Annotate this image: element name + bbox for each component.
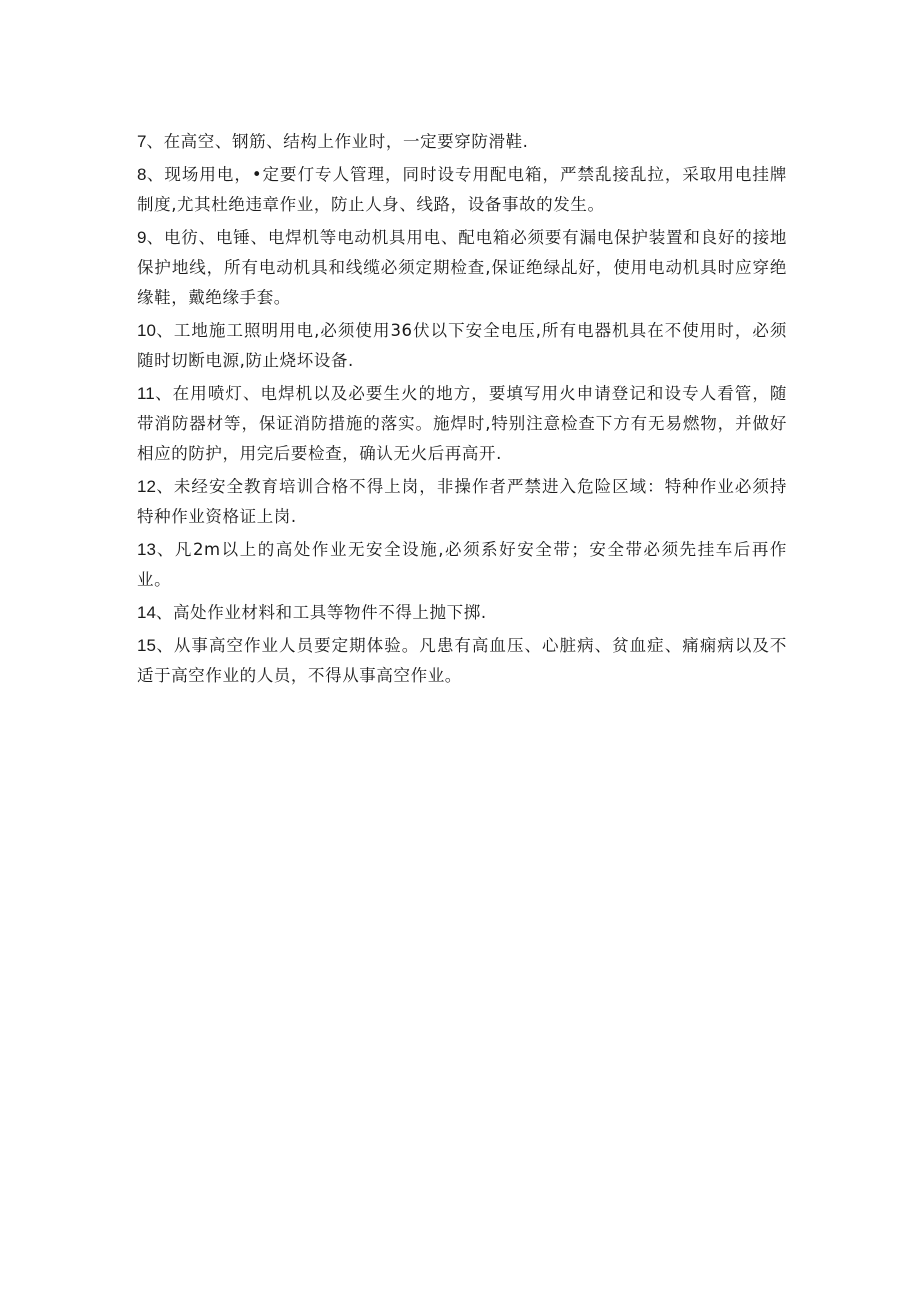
list-item-13 — [137, 535, 787, 595]
list-item-9 — [137, 223, 787, 313]
item-text: 、工地施工照明用电,必须使用36伏以下安全电压,所有电器机具在不使用时，必须随时切断电源,防止烧坏设备. — [137, 321, 787, 370]
list-item-10 — [137, 316, 787, 376]
item-number: 7 — [137, 132, 147, 151]
list-item-12 — [137, 472, 787, 532]
list-item-7 — [137, 127, 787, 157]
item-number: 10 — [137, 321, 156, 340]
item-number: 8 — [137, 165, 147, 184]
list-item-8 — [137, 160, 787, 220]
item-number: 9 — [137, 228, 147, 247]
item-number: 12 — [137, 477, 156, 496]
item-number: 11 — [137, 384, 155, 403]
list-item-11 — [137, 379, 787, 469]
item-text: 、在高空、钢筋、结构上作业时，一定要穿防滑鞋. — [146, 132, 529, 151]
item-number: 15 — [137, 636, 156, 655]
item-text: 、凡2m以上的高处作业无安全设施,必须系好安全带；安全带必须先挂车后再作业。 — [137, 540, 787, 589]
item-number: 14 — [137, 603, 156, 622]
list-item-14 — [137, 598, 787, 628]
item-text: 、现场用电，•定要仃专人管理，同时设专用配电箱，严禁乱接乱拉，采取用电挂牌制度,尤其杜绝违章作业，防止人身、线路，设备事故的发生。 — [137, 165, 787, 214]
list-item-15 — [137, 631, 787, 691]
item-text: 、未经安全教育培训合格不得上岗，非操作者严禁进入危险区域：特种作业必须持特种作业资格证上岗. — [137, 477, 787, 526]
item-text: 、从事高空作业人员要定期体验。凡患有高血压、心脏病、贫血症、痛痫病以及不适于高空作业的人员，不得从事高空作业。 — [137, 636, 787, 685]
item-text: 、高处作业材料和工具等物件不得上抛下掷. — [155, 603, 487, 622]
item-text: 、电彷、电锤、电焊机等电动机具用电、配电箱必须要有漏电保护装置和良好的接地保护地线，所有电动机具和线缆必须定期检查,保证绝绿乩好，使用电动机具时应穿绝缘鞋，戴绝缘手套。 — [137, 228, 787, 307]
item-number: 13 — [137, 540, 156, 559]
item-text: 、在用喷灯、电焊机以及必要生火的地方，要填写用火申请登记和设专人看管，随带消防器材等，保证消防措施的落实。施焊时,特别注意检查下方有无易燃物，并做好相应的防护，用完后要检查，确认无火后再高开. — [137, 384, 787, 463]
document-body — [137, 127, 787, 694]
